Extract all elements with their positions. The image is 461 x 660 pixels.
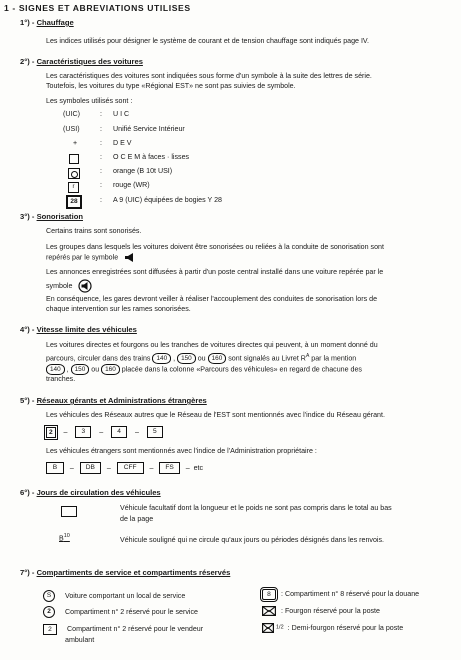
section-2-text-3: Les symboles utilisés sont : xyxy=(46,97,133,105)
symbol-ocem-def: O C E M à faces · lisses xyxy=(113,153,190,161)
section-3-text-3b-label: symbole xyxy=(46,281,73,290)
b10-letter: B xyxy=(59,534,64,543)
section-6-title: Jours de circulation des véhicules xyxy=(36,488,161,497)
section-4-line-3: 140 , 150 ou 160 placée dans la colonne «Parcours des véhicules» en regard de chacune des xyxy=(46,364,362,375)
colon: : xyxy=(100,196,102,204)
section-4-line-4: tranches. xyxy=(46,375,76,383)
speed-160-badge: 160 xyxy=(208,353,227,364)
circled-speaker-icon xyxy=(78,279,92,293)
colon: : xyxy=(100,181,102,189)
symbol-dev: + xyxy=(73,139,78,147)
section-6-text-1: Véhicule facultatif dont la longueur et le poids ne sont pas compris dans le total au bas xyxy=(120,504,392,512)
section-3-heading xyxy=(20,212,83,222)
section-3-text-2: Les groupes dans lesquels les voitures doivent être sonorisées ou reliées à la conduite de sonorisation sont xyxy=(46,243,384,251)
section-2-text-1: Les caractéristiques des voitures sont indiquées sous forme d'un symbole à la suite des lettres de série. xyxy=(46,72,372,80)
section-3-text-4: En conséquence, les gares devront veiller à réaliser l'accouplement des conduites de sonorisation lors de xyxy=(46,295,378,303)
section-5-text-1: Les véhicules des Réseaux autres que le Réseau de l'EST sont mentionnés avec l'indice du Réseau gérant. xyxy=(46,411,385,419)
network-4-box: 4 xyxy=(111,426,127,438)
section-4-number: 4°) - xyxy=(20,325,35,334)
section-3-title: Sonorisation xyxy=(36,212,83,221)
optional-vehicle-box xyxy=(61,506,77,517)
half-post-van-row xyxy=(262,623,403,634)
post-van-text: : Fourgon réservé pour la poste xyxy=(281,607,380,615)
symbol-usi-def: Unifié Service Intérieur xyxy=(113,125,185,133)
admin-cff-box: CFF xyxy=(117,462,144,474)
section-1-number: 1°) - xyxy=(20,18,35,27)
symbol-uic: (UIC) xyxy=(63,110,80,118)
section-7-title: Compartiments de service et compartiments réservés xyxy=(36,568,231,577)
envelope-icon xyxy=(262,606,276,616)
section-7-number: 7°) - xyxy=(20,568,35,577)
section-1-text: Les indices utilisés pour désigner le système de courant et de tension chauffage sont indiqués page IV. xyxy=(46,37,369,45)
square-icon xyxy=(69,154,79,164)
symbol-usi: (USI) xyxy=(63,125,80,133)
speaker-icon xyxy=(124,253,136,262)
box-28-icon: 28 xyxy=(66,195,82,209)
admin-indices: B – DB – CFF – FS – etc xyxy=(46,462,203,474)
section-4-title: Vitesse limite des véhicules xyxy=(36,325,137,334)
page-title: 1 - SIGNES ET ABREVIATIONS UTILISES xyxy=(4,3,191,13)
section-6-text-1b: de la page xyxy=(120,515,154,523)
service-compartment-row xyxy=(43,606,198,618)
livret-superscript: A xyxy=(305,353,310,360)
service-compartment-text: Compartiment n° 2 réservé pour le service xyxy=(65,607,198,616)
section-3-number: 3°) - xyxy=(20,212,35,221)
section-3-text-1: Certains trains sont sonorisés. xyxy=(46,227,142,235)
section-3-text-3: Les annonces enregistrées sont diffusées à partir d'un poste central installé dans une voiture repérée par le xyxy=(46,268,384,276)
envelope-icon xyxy=(262,623,274,633)
colon: : xyxy=(100,153,102,161)
network-indices: 2 – 3 – 4 – 5 xyxy=(46,426,163,438)
symbol-a9-def: A 9 (UIC) équipées de bogies Y 28 xyxy=(113,196,222,204)
section-6-number: 6°) - xyxy=(20,488,35,497)
boxed-circle-icon xyxy=(68,168,80,179)
section-1-heading xyxy=(20,18,74,28)
section-2-heading xyxy=(20,57,143,67)
symbol-rouge-def: rouge (WR) xyxy=(113,181,150,189)
etc-label: etc xyxy=(193,463,204,472)
network-3-box: 3 xyxy=(75,426,91,438)
section-5-title: Réseaux gérants et Administrations étrangères xyxy=(36,396,207,405)
admin-b-box: B xyxy=(46,462,64,474)
symbol-orange-def: orange (B 10t USI) xyxy=(113,167,173,175)
section-2-title: Caractéristiques des voitures xyxy=(36,57,143,66)
colon: : xyxy=(100,167,102,175)
section-6-heading xyxy=(20,488,161,498)
line3a: ou xyxy=(91,365,100,374)
line2e: par la mention xyxy=(311,354,357,363)
admin-db-box: DB xyxy=(80,462,101,474)
section-1-title: Chauffage xyxy=(36,18,74,27)
speed-160-mention: 160 xyxy=(101,364,120,375)
section-5-heading xyxy=(20,396,207,406)
speed-150-mention: 150 xyxy=(71,364,90,375)
section-3-text-2b-label: repérés par le symbole xyxy=(46,253,119,262)
half-fraction: 1/2 xyxy=(276,624,284,631)
admin-fs-box: FS xyxy=(159,462,179,474)
section-4-line-1: Les voitures directes et fourgons ou les tranches de voitures directes qui peuvent, à un moment donné du xyxy=(46,341,378,349)
service-local-row xyxy=(43,590,185,602)
service-local-text: Voiture comportant un local de service xyxy=(65,591,186,600)
r-box-icon: r xyxy=(68,182,79,193)
boxed-8-icon: 8 xyxy=(262,589,276,600)
customs-text: : Compartiment n° 8 réservé pour la douane xyxy=(281,590,420,599)
section-2-text-2: Toutefois, les voitures du type «Régional EST» ne sont pas suivies de symbole. xyxy=(46,82,296,90)
network-5-box: 5 xyxy=(147,426,163,438)
colon: : xyxy=(100,125,102,133)
b10-superscript: 10 xyxy=(63,533,70,539)
b10-underlined xyxy=(59,533,70,544)
section-6-text-2: Véhicule souligné qui ne circule qu'aux jours ou périodes désignés dans les renvois. xyxy=(120,536,384,544)
circled-s-icon: S xyxy=(43,590,55,602)
circled-2-icon: 2 xyxy=(43,606,55,618)
speed-140-badge: 140 xyxy=(152,353,171,364)
boxed-2-icon: 2 xyxy=(43,624,57,635)
vendor-compartment-text: Compartiment n° 2 réservé pour le vendeur xyxy=(67,625,204,634)
speed-140-mention: 140 xyxy=(46,364,65,375)
section-4-heading xyxy=(20,325,137,335)
colon: : xyxy=(100,110,102,118)
section-7-heading xyxy=(20,568,230,578)
section-2-number: 2°) - xyxy=(20,57,35,66)
section-5-text-2: Les véhicules étrangers sont mentionnés avec l'indice de l'Administration propriétaire : xyxy=(46,447,317,455)
section-3-text-2b xyxy=(46,253,136,263)
line2a: parcours, circuler dans des trains xyxy=(46,354,151,363)
section-3-text-4b: chaque intervention sur les rames sonorisées. xyxy=(46,305,191,313)
half-post-van-text: : Demi-fourgon réservé pour la poste xyxy=(287,624,404,632)
network-2-box: 2 xyxy=(46,427,56,438)
post-van-row xyxy=(262,606,380,617)
vendor-compartment-text-2: ambulant xyxy=(65,636,95,644)
customs-row xyxy=(262,589,419,600)
vendor-compartment-row xyxy=(43,624,203,635)
symbol-uic-def: U I C xyxy=(113,110,130,118)
line2c: sont signalés au Livret R xyxy=(228,354,306,363)
line3b: placée dans la colonne «Parcours des véhicules» en regard de chacune des xyxy=(121,365,362,374)
speed-150-badge: 150 xyxy=(177,353,196,364)
section-4-line-2: parcours, circuler dans des trains 140 , 150 ou 160 sont signalés au Livret $R^A$ par la mention xyxy=(46,353,357,363)
section-3-text-3b xyxy=(46,279,92,293)
line2b: ou xyxy=(197,354,206,363)
symbol-dev-def: D E V xyxy=(113,139,132,147)
section-5-number: 5°) - xyxy=(20,396,35,405)
colon: : xyxy=(100,139,102,147)
